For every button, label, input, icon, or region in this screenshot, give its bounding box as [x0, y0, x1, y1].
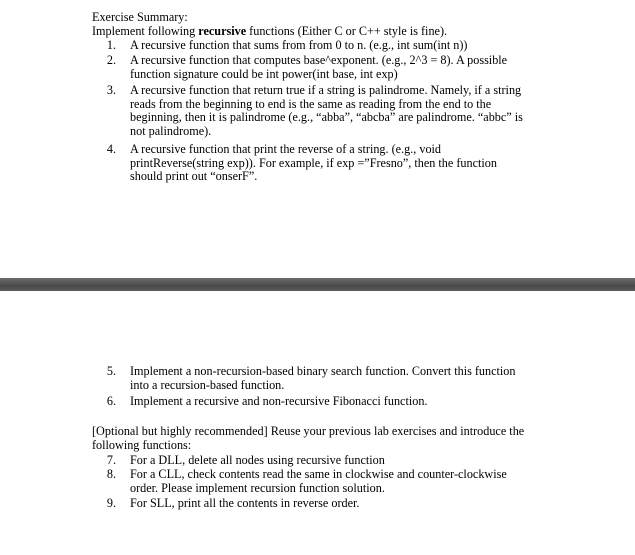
list-item-line: reads from the beginning to end is the same as reading from the end to the	[130, 96, 492, 111]
list-item-line: For SLL, print all the contents in reverse order.	[130, 496, 360, 510]
list-item-number: 3.	[106, 83, 116, 97]
list-item-line: Implement a recursive and non-recursive Fibonacci function.	[130, 394, 428, 408]
document-page-2	[0, 291, 635, 555]
list-item-number: 9.	[106, 496, 116, 510]
list-item-line: order. Please implement recursion function solution.	[130, 480, 385, 495]
list-item-line: A recursive function that sums from from 0 to n. (e.g., int sum(int n))	[130, 38, 468, 52]
summary-intro	[92, 25, 447, 39]
list-item-line: not palindrome).	[130, 123, 212, 138]
page-separator	[0, 278, 635, 291]
list-item-line: A recursive function that print the reverse of a string. (e.g., void	[130, 142, 442, 156]
list-item-line: For a DLL, delete all nodes using recursive function	[130, 453, 385, 467]
list-item-number: 7.	[106, 453, 116, 467]
list-item-line: beginning, then it is palindrome (e.g., “abba”, “abcba” are palindrome. “abbc” is	[130, 110, 523, 125]
list-item-number: 4.	[106, 142, 116, 156]
list-item-line: into a recursion-based function.	[130, 377, 285, 392]
list-item-line: For a CLL, check contents read the same in clockwise and counter-clockwise	[130, 467, 507, 481]
optional-line: [Optional but highly recommended] Reuse your previous lab exercises and introduce the	[92, 424, 525, 438]
optional-paragraph	[92, 425, 524, 452]
optional-line: following functions:	[92, 437, 192, 452]
intro-suffix: functions (Either C or C++ style is fine).	[246, 23, 448, 38]
list-item-number: 6.	[106, 394, 116, 408]
list-item-line: should print out “onserF”.	[130, 169, 258, 184]
list-item-number: 8.	[106, 467, 116, 481]
list-item-line: printReverse(string exp)). For example, if exp =”Fresno”, then the function	[130, 155, 497, 170]
list-item-line: Implement a non-recursion-based binary search function. Convert this function	[130, 364, 516, 378]
list-item-number: 1.	[106, 38, 116, 52]
summary-block	[92, 11, 447, 38]
list-item-number: 5.	[106, 364, 116, 378]
summary-title: Exercise Summary:	[92, 10, 188, 24]
intro-bold-word: recursive	[198, 23, 247, 38]
list-item-line: A recursive function that computes base^exponent. (e.g., 2^3 = 8). A possible	[130, 53, 508, 67]
list-item-line: function signature could be int power(int base, int exp)	[130, 66, 398, 81]
list-item-number: 2.	[106, 53, 116, 67]
intro-prefix: Implement following	[92, 23, 199, 38]
list-item-line: A recursive function that return true if a string is palindrome. Namely, if a string	[130, 83, 522, 97]
